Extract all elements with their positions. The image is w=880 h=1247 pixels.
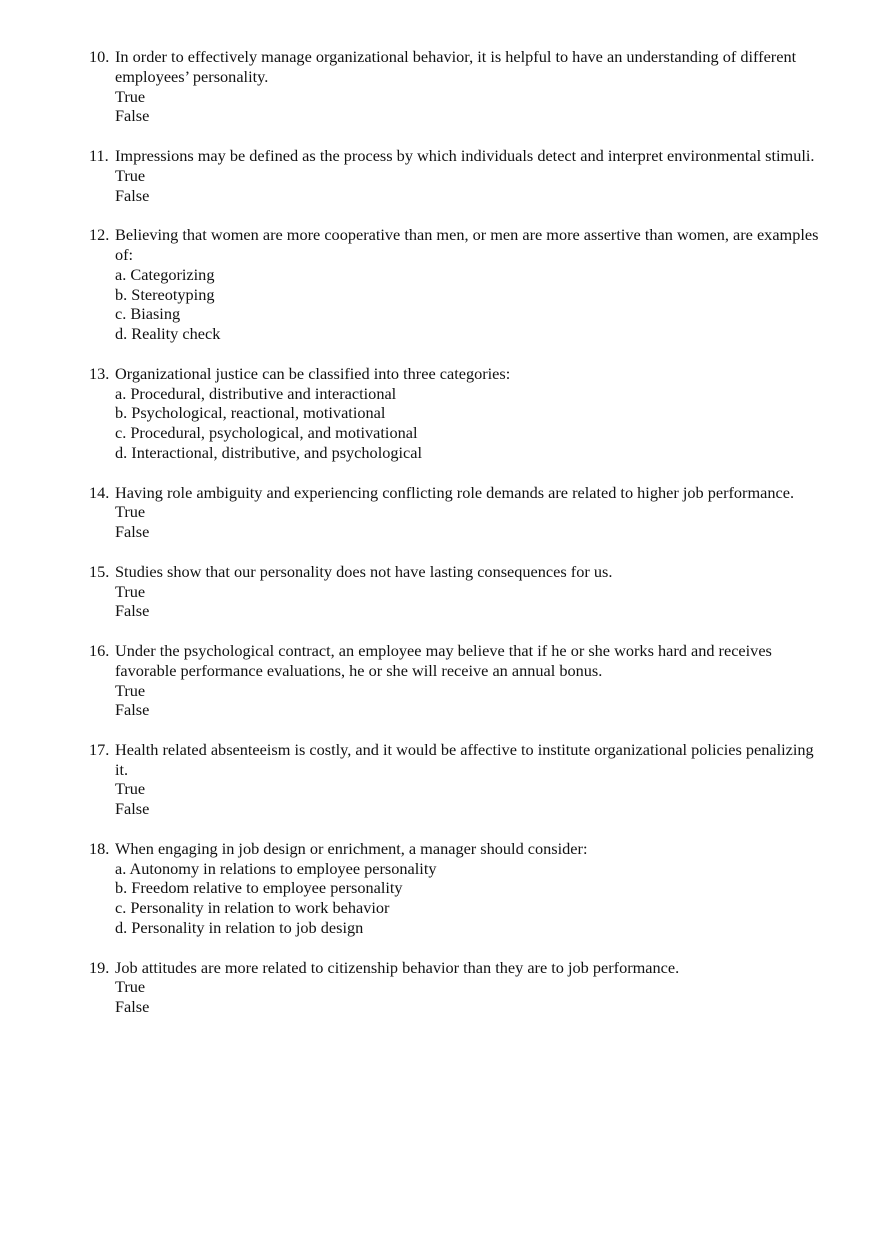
question-number: 13. [89,363,110,383]
question-number: 15. [89,561,110,581]
question-body [115,483,824,542]
answer-option: c. Procedural, psychological, and motivational [115,423,418,443]
answer-option: False [115,185,150,205]
answer-option: True [115,779,146,799]
question-number: 19. [89,957,110,977]
question-number: 18. [89,838,110,858]
question-number: 16. [89,640,110,660]
answer-options [115,859,824,938]
question-body [115,958,824,1017]
question-text: In order to effectively manage organizational behavior, it is helpful to have an understanding of different employees’ personality. [115,47,797,86]
question-19 [89,958,824,1017]
question-body [115,146,824,205]
answer-option: False [115,601,150,621]
question-text: Under the psychological contract, an employee may believe that if he or she works hard and receives favorable performance evaluations, he or she will receive an annual bonus. [115,640,772,680]
question-text: Studies show that our personality does not have lasting consequences for us. [115,561,613,581]
question-text: Job attitudes are more related to citizenship behavior than they are to job performance. [115,957,680,977]
answer-options [115,265,824,344]
question-body [115,47,824,126]
question-text: Impressions may be defined as the process by which individuals detect and interpret environmental stimuli. [115,145,815,165]
question-15 [89,562,824,621]
question-text: Health related absenteeism is costly, and it would be affective to institute organizational policies penalizing it. [115,739,814,779]
answer-option: a. Autonomy in relations to employee personality [115,858,437,878]
question-12 [89,225,824,344]
answer-option: True [115,502,146,522]
answer-option: True [115,581,146,601]
question-body [115,839,824,938]
answer-options [115,681,824,721]
answer-options [115,502,824,542]
question-13 [89,364,824,463]
answer-option: True [115,977,146,997]
answer-option: a. Categorizing [115,264,215,284]
question-17 [89,740,824,819]
question-number: 11. [89,145,109,165]
answer-option: a. Procedural, distributive and interactional [115,383,397,403]
answer-options [115,384,824,463]
answer-option: c. Biasing [115,304,181,324]
answer-options [115,977,824,1017]
answer-option: d. Personality in relation to job design [115,918,364,938]
answer-options [115,166,824,206]
question-18 [89,839,824,938]
question-body [115,364,824,463]
answer-option: True [115,680,146,700]
question-text: Organizational justice can be classified into three categories: [115,363,511,383]
answer-option: d. Reality check [115,324,221,344]
answer-option: b. Stereotyping [115,284,215,304]
question-body [115,740,824,819]
answer-options [115,582,824,622]
answer-option: True [115,165,146,185]
answer-option: True [115,86,146,106]
answer-option: d. Interactional, distributive, and psychological [115,442,422,462]
question-body [115,641,824,720]
answer-option: False [115,799,150,819]
question-body [115,225,824,344]
question-text: Having role ambiguity and experiencing conflicting role demands are related to higher job performance. [115,482,795,502]
answer-option: False [115,997,150,1017]
answer-option: b. Psychological, reactional, motivational [115,403,386,423]
answer-options [115,779,824,819]
question-number: 10. [89,47,110,66]
question-text: When engaging in job design or enrichment, a manager should consider: [115,838,588,858]
question-number: 17. [89,739,110,759]
answer-options [115,87,824,127]
question-text: Believing that women are more cooperative than men, or men are more assertive than women, are examples of: [115,225,819,264]
answer-option: False [115,522,150,542]
question-number: 12. [89,225,110,245]
question-10 [89,47,824,126]
question-number: 14. [89,482,110,502]
question-16 [89,641,824,720]
question-14 [89,483,824,542]
answer-option: False [115,106,150,126]
answer-option: False [115,700,150,720]
answer-option: c. Personality in relation to work behavior [115,898,390,918]
question-11 [89,146,824,205]
question-body [115,562,824,621]
question-list [89,47,824,1037]
answer-option: b. Freedom relative to employee personality [115,878,403,898]
